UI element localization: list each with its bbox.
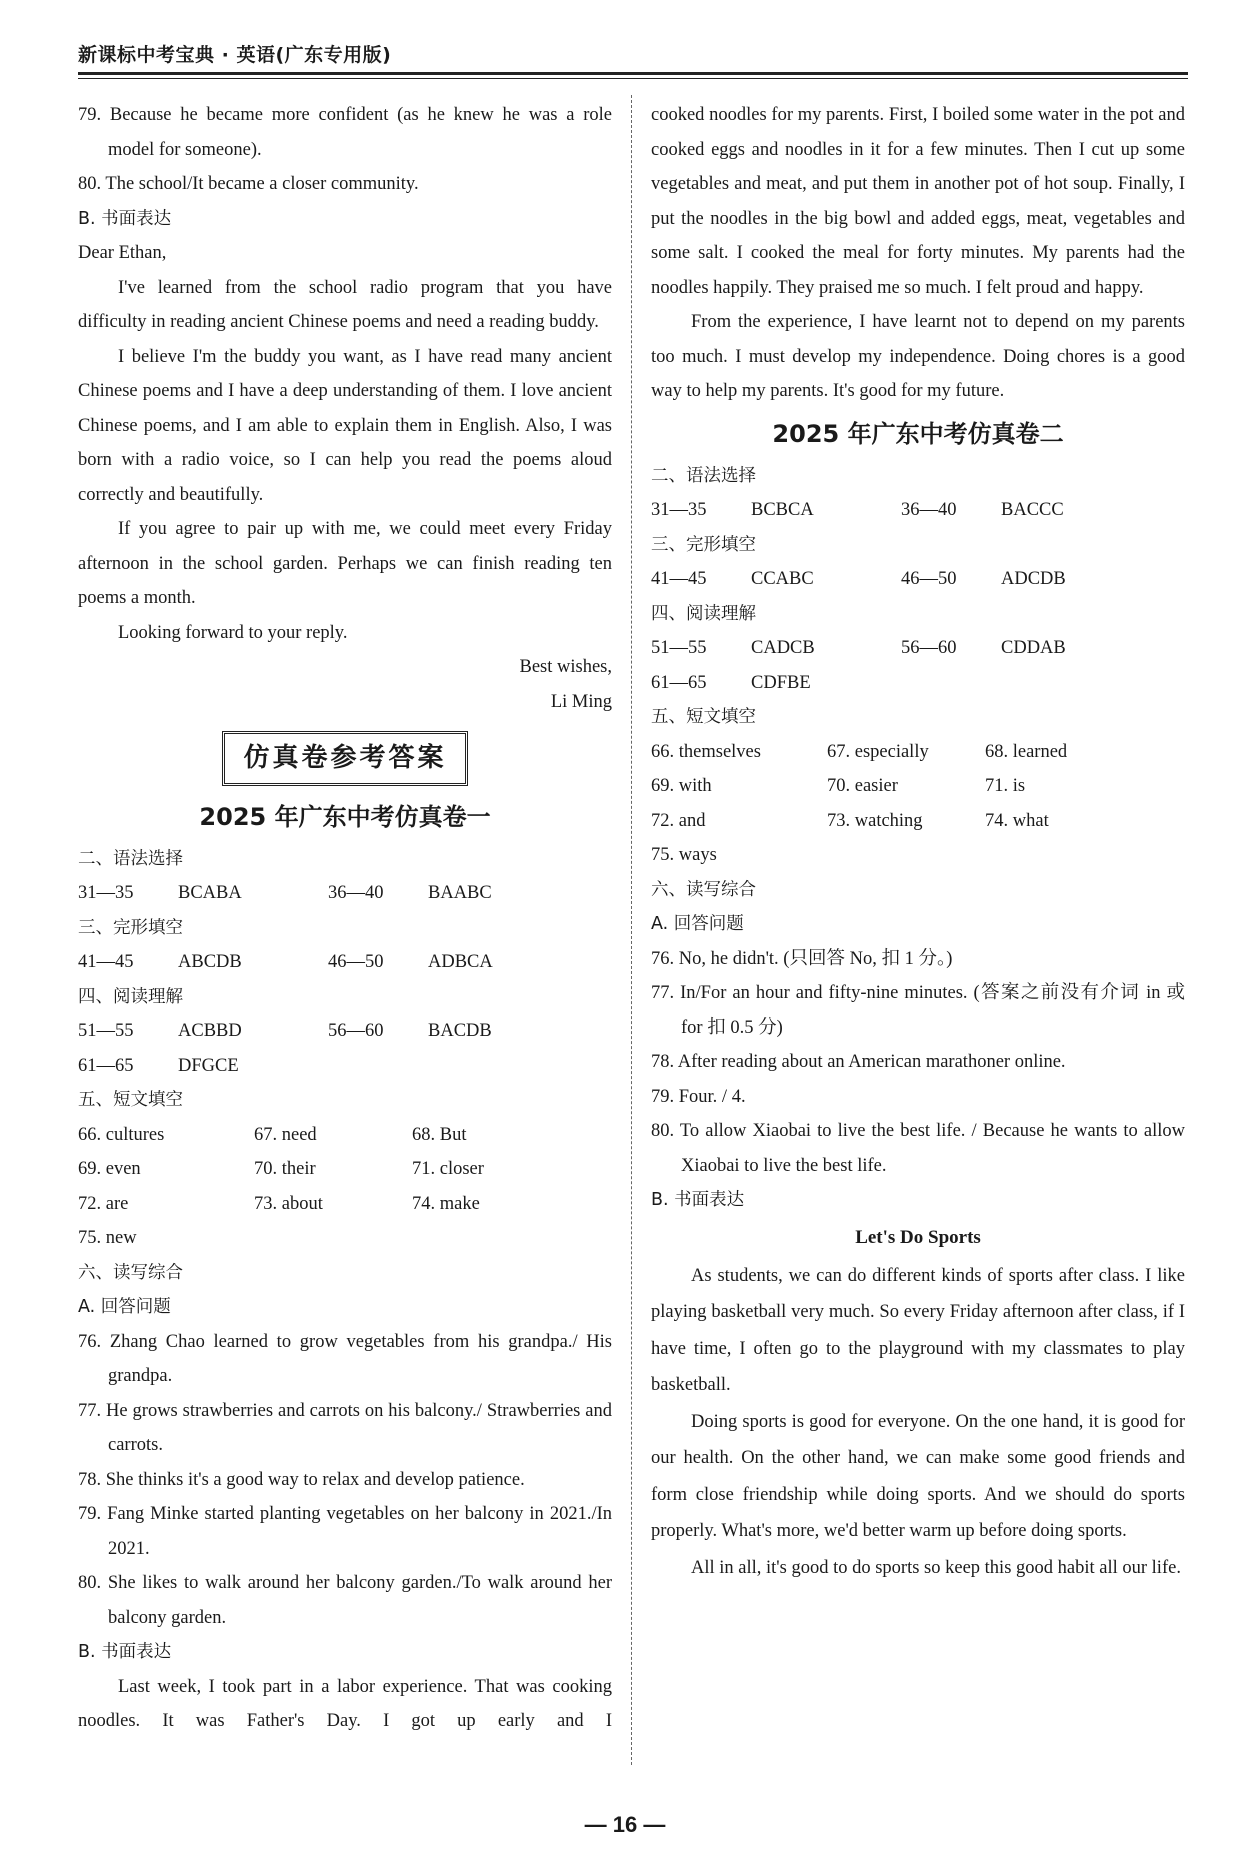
essay-paragraph: From the experience, I have learnt not to depend on my parents too much. I must develop my independence. Doing chores is a good way to help my parents. It's good for my future. xyxy=(651,312,1185,401)
range: 46—50 xyxy=(901,569,957,589)
range: 36—40 xyxy=(328,883,384,903)
answer-80: 80. She likes to walk around her balcony garden./To walk around her balcony garden. xyxy=(78,1573,612,1628)
letter-paragraph: I've learned from the school radio program that you have difficulty in reading ancient Chinese poems and need a reading buddy. xyxy=(78,277,612,332)
header-rule-thin xyxy=(78,78,1188,79)
writing-label: B. 书面表达 xyxy=(651,1190,745,1210)
answers: BAABC xyxy=(428,883,492,903)
fill-answer: 66. cultures xyxy=(78,1124,165,1145)
answers: CADCB xyxy=(751,638,815,658)
range: 56—60 xyxy=(901,638,957,658)
answer-row xyxy=(651,493,1185,528)
answer-79: 79. Four. / 4. xyxy=(651,1086,746,1107)
answer-78: 78. After reading about an American marathoner online. xyxy=(651,1052,1066,1072)
answers: CCABC xyxy=(751,569,814,589)
banner-text: 仿真卷参考答案 xyxy=(222,731,467,786)
answer-79: 79. Fang Minke started planting vegetables on her balcony in 2021./In 2021. xyxy=(78,1504,612,1559)
answer-77: 77. He grows strawberries and carrots on his balcony./ Strawberries and carrots. xyxy=(78,1400,612,1455)
range: 51—55 xyxy=(78,1021,134,1041)
range: 61—65 xyxy=(78,1055,134,1076)
letter-greeting: Dear Ethan, xyxy=(78,243,167,263)
fill-row xyxy=(651,804,1185,839)
fill-answer: 73. about xyxy=(254,1193,323,1214)
letter-paragraph: If you agree to pair up with me, we could meet every Friday afternoon in the school garden. Perhaps we can finish reading ten poems a month. xyxy=(78,519,612,608)
answer-78: 78. She thinks it's a good way to relax and develop patience. xyxy=(78,1469,525,1490)
essay-paragraph: All in all, it's good to do sports so keep this good habit all our life. xyxy=(691,1557,1181,1578)
letter-closing: Best wishes, xyxy=(519,657,612,677)
letter-signature: Li Ming xyxy=(550,691,612,712)
answers: ADCDB xyxy=(1001,569,1066,589)
fill-row xyxy=(651,769,1185,804)
running-header: 新课标中考宝典 · 英语(广东专用版) xyxy=(78,44,392,66)
range: 36—40 xyxy=(901,500,957,520)
range: 41—45 xyxy=(651,569,707,589)
fill-answer: 67. especially xyxy=(827,741,929,762)
answer-76: 76. No, he didn't. (只回答 No, 扣 1 分。) xyxy=(651,948,953,969)
fill-answer: 68. But xyxy=(412,1124,467,1145)
answers: CDFBE xyxy=(751,672,811,693)
section-heading: 二、语法选择 xyxy=(651,465,756,486)
page-number: — 16 — xyxy=(584,1812,666,1837)
answers: BACDB xyxy=(428,1021,492,1041)
answer-row xyxy=(651,666,1185,701)
fill-answer: 68. learned xyxy=(985,741,1068,762)
answer-row xyxy=(651,562,1185,597)
fill-answer: 72. are xyxy=(78,1193,129,1214)
writing-label: B. 书面表达 xyxy=(78,1642,172,1662)
column-divider xyxy=(631,95,632,1765)
fill-answer: 73. watching xyxy=(827,810,923,831)
answer-row xyxy=(78,876,612,911)
answers: BCABA xyxy=(178,883,242,903)
section-heading: 三、完形填空 xyxy=(78,917,183,938)
answer-row xyxy=(651,631,1185,666)
fill-answer: 70. their xyxy=(254,1159,316,1179)
answer-row xyxy=(78,945,612,980)
section-heading: 五、短文填空 xyxy=(78,1090,183,1110)
answer-row xyxy=(78,1049,612,1084)
fill-answer: 74. what xyxy=(985,810,1049,831)
writing-label: B. 书面表达 xyxy=(78,208,172,229)
essay-body xyxy=(651,1258,1185,1587)
answers: DFGCE xyxy=(178,1055,239,1076)
fill-answer: 71. is xyxy=(985,776,1026,796)
fill-answer: 75. new xyxy=(78,1228,137,1248)
subsection-label: A. 回答问题 xyxy=(651,914,744,934)
essay-paragraph: Last week, I took part in a labor experience. That was cooking noodles. It was Father's Day. I got up early and I xyxy=(78,1676,612,1731)
header-rule-thick xyxy=(78,72,1188,75)
answer-77: 77. In/For an hour and fifty-nine minutes. (答案之前没有介词 in 或 for 扣 0.5 分) xyxy=(651,983,1185,1038)
fill-answer: 69. even xyxy=(78,1159,141,1179)
fill-row xyxy=(78,1118,612,1153)
section-heading: 五、短文填空 xyxy=(651,707,756,727)
answer-80: 80. The school/It became a closer community. xyxy=(78,174,419,194)
left-column xyxy=(78,98,612,1739)
answers: CDDAB xyxy=(1001,638,1066,658)
range: 41—45 xyxy=(78,952,134,972)
exam-title: 2025 年广东中考仿真卷一 xyxy=(199,802,491,831)
fill-answer: 70. easier xyxy=(827,776,898,796)
fill-answer: 71. closer xyxy=(412,1159,484,1179)
range: 56—60 xyxy=(328,1021,384,1041)
answers: ADBCA xyxy=(428,952,493,972)
fill-row xyxy=(78,1152,612,1187)
answer-79: 79. Because he became more confident (as he knew he was a role model for someone). xyxy=(78,105,612,160)
fill-row xyxy=(78,1187,612,1222)
fill-answer: 72. and xyxy=(651,810,706,831)
fill-answer: 67. need xyxy=(254,1124,317,1145)
section-heading: 六、读写综合 xyxy=(651,879,756,900)
range: 46—50 xyxy=(328,952,384,972)
range: 61—65 xyxy=(651,672,707,693)
exam-title: 2025 年广东中考仿真卷二 xyxy=(772,419,1064,448)
letter-paragraph: Looking forward to your reply. xyxy=(118,622,348,643)
range: 51—55 xyxy=(651,638,707,658)
section-heading: 三、完形填空 xyxy=(651,534,756,555)
essay-paragraph: Doing sports is good for everyone. On the one hand, it is good for our health. On the other hand, we can make some good friends and form close friendship while doing sports. And we should do sports properly. What's more, we'd better warm up before doing sports. xyxy=(651,1411,1185,1541)
section-heading: 四、阅读理解 xyxy=(651,603,756,624)
answer-76: 76. Zhang Chao learned to grow vegetables from his grandpa./ His grandpa. xyxy=(78,1331,612,1386)
answers: ACBBD xyxy=(178,1021,242,1041)
answer-80: 80. To allow Xiaobai to live the best life. / Because he wants to allow Xiaobai to live the best life. xyxy=(651,1121,1185,1176)
fill-answer: 69. with xyxy=(651,776,712,796)
answers: ABCDB xyxy=(178,952,242,972)
essay-title: Let's Do Sports xyxy=(855,1226,981,1248)
answer-row xyxy=(78,1014,612,1049)
section-heading: 六、读写综合 xyxy=(78,1262,183,1283)
answers: BACCC xyxy=(1001,500,1064,520)
right-column xyxy=(651,98,1185,1586)
fill-row xyxy=(651,735,1185,770)
section-heading: 二、语法选择 xyxy=(78,848,183,869)
subsection-label: A. 回答问题 xyxy=(78,1297,171,1317)
essay-paragraph: As students, we can do different kinds of sports after class. I like playing basketball very much. So every Friday afternoon after class, if I have time, I often go to the playground with my classmates to play basketball. xyxy=(651,1265,1185,1395)
fill-answer: 66. themselves xyxy=(651,741,761,762)
range: 31—35 xyxy=(78,883,134,903)
range: 31—35 xyxy=(651,500,707,520)
section-heading: 四、阅读理解 xyxy=(78,986,183,1007)
answer-key-banner xyxy=(78,731,612,786)
fill-answer: 74. make xyxy=(412,1193,480,1214)
answers: BCBCA xyxy=(751,500,814,520)
fill-answer: 75. ways xyxy=(651,845,717,865)
essay-paragraph: cooked noodles for my parents. First, I boiled some water in the pot and cooked eggs and noodles in it for a few minutes. Then I cut up some vegetables and meat, and put them in another pot of hot soup. Finally, I put the noodles in the big bowl and added eggs, meat, vegetables and some salt. I cooked the meal for forty minutes. My parents had the noodles happily. They praised me so much. I felt proud and happy. xyxy=(651,105,1185,298)
letter-paragraph: I believe I'm the buddy you want, as I have read many ancient Chinese poems and I have a deep understanding of them. I love ancient Chinese poems, and I am able to explain them in English. Also, I was born with a radio voice, so I can help you read the poems aloud correctly and beautifully. xyxy=(78,346,612,505)
